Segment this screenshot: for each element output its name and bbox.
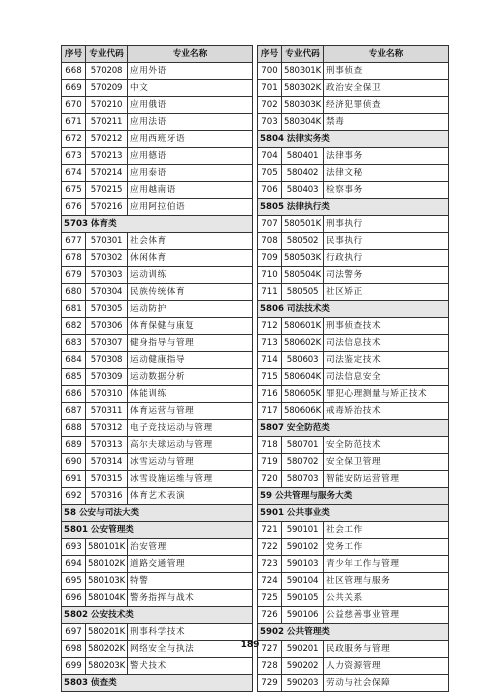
header-serial: 序号 [258,46,282,63]
table-row [258,369,449,386]
serial-number: 727 [258,641,282,658]
major-code: 580304K [282,114,324,131]
major-code: 580605K [282,386,324,403]
major-code: 580403 [282,182,324,199]
major-code: 590106 [282,607,324,624]
major-code: 570306 [86,318,128,335]
major-code: 580401 [282,148,324,165]
major-name: 民事执行 [324,233,449,250]
serial-number: 713 [258,335,282,352]
major-name: 体育保健与康复 [128,318,253,335]
major-name: 应用德语 [128,148,253,165]
major-name: 健身指导与管理 [128,335,253,352]
major-table-left [61,45,253,692]
major-code: 580606K [282,403,324,420]
category-row [258,199,449,216]
serial-number: 677 [62,233,86,250]
header-name: 专业名称 [128,46,253,63]
major-name: 运动数据分析 [128,369,253,386]
major-name: 运动防护 [128,301,253,318]
major-name: 社会体育 [128,233,253,250]
category-row [258,505,449,522]
serial-number: 692 [62,488,86,505]
table-row [62,488,253,505]
category-row [258,420,449,437]
major-code: 570311 [86,403,128,420]
major-name: 青少年工作与管理 [324,556,449,573]
serial-number: 711 [258,284,282,301]
table-row [258,454,449,471]
major-name: 运动健康指导 [128,352,253,369]
table-row [258,250,449,267]
serial-number: 680 [62,284,86,301]
major-name: 社区管理与服务 [324,573,449,590]
major-code: 580505 [282,284,324,301]
major-code: 570214 [86,165,128,182]
major-name: 司法警务 [324,267,449,284]
table-row [62,335,253,352]
serial-number: 726 [258,607,282,624]
major-code: 570314 [86,454,128,471]
major-code: 570315 [86,471,128,488]
table-row [62,369,253,386]
serial-number: 724 [258,573,282,590]
category-title: 5801 公安管理类 [62,522,253,539]
serial-number: 715 [258,369,282,386]
major-code: 580202K [86,641,128,658]
table-row [62,250,253,267]
table-row [62,454,253,471]
table-row [62,573,253,590]
serial-number: 687 [62,403,86,420]
header-code: 专业代码 [86,46,128,63]
major-name: 安全防范技术 [324,437,449,454]
table-row [62,658,253,675]
table-row [62,131,253,148]
major-code: 570307 [86,335,128,352]
category-row [62,607,253,624]
table-row [62,318,253,335]
serial-number: 716 [258,386,282,403]
major-code: 570302 [86,250,128,267]
serial-number: 700 [258,63,282,80]
serial-number: 720 [258,471,282,488]
major-code: 580502 [282,233,324,250]
category-row [258,301,449,318]
major-name: 应用外语 [128,63,253,80]
table-row [258,318,449,335]
table-row [62,590,253,607]
major-code: 580501K [282,216,324,233]
serial-number: 668 [62,63,86,80]
table-row [258,386,449,403]
major-code: 570215 [86,182,128,199]
table-row [258,267,449,284]
table-row [258,658,449,675]
major-name: 劳动与社会保障 [324,675,449,692]
major-code: 580604K [282,369,324,386]
major-name: 应用俄语 [128,97,253,114]
major-name: 高尔夫球运动与管理 [128,437,253,454]
major-code: 570304 [86,284,128,301]
major-name: 冰雪设施运维与管理 [128,471,253,488]
major-name: 党务工作 [324,539,449,556]
major-name: 刑事执行 [324,216,449,233]
serial-number: 696 [62,590,86,607]
major-code: 570213 [86,148,128,165]
major-name: 民族传统体育 [128,284,253,301]
major-name: 安全保卫管理 [324,454,449,471]
serial-number: 674 [62,165,86,182]
table-row [258,233,449,250]
major-name: 刑事侦查技术 [324,318,449,335]
major-code: 580503K [282,250,324,267]
table-row [258,522,449,539]
category-title: 5703 体育类 [62,216,253,233]
major-name: 司法信息技术 [324,335,449,352]
major-name: 法律文秘 [324,165,449,182]
category-title: 5806 司法技术类 [258,301,449,318]
table-row [62,556,253,573]
table-row [62,97,253,114]
serial-number: 695 [62,573,86,590]
serial-number: 685 [62,369,86,386]
major-name: 应用越南语 [128,182,253,199]
serial-number: 676 [62,199,86,216]
category-row [258,488,449,505]
serial-number: 705 [258,165,282,182]
major-name: 戒毒矫治技术 [324,403,449,420]
table-row [258,114,449,131]
table-row [62,539,253,556]
serial-number: 717 [258,403,282,420]
major-name: 应用泰语 [128,165,253,182]
serial-number: 689 [62,437,86,454]
major-name: 法律事务 [324,148,449,165]
major-code: 570210 [86,97,128,114]
table-row [62,437,253,454]
major-name: 警犬技术 [128,658,253,675]
major-name: 中文 [128,80,253,97]
table-row [62,624,253,641]
major-code: 580103K [86,573,128,590]
serial-number: 682 [62,318,86,335]
major-code: 570313 [86,437,128,454]
serial-number: 693 [62,539,86,556]
serial-number: 699 [62,658,86,675]
page-number: 189 [240,640,260,650]
major-code: 580703 [282,471,324,488]
header-code: 专业代码 [282,46,324,63]
major-code: 570211 [86,114,128,131]
serial-number: 669 [62,80,86,97]
serial-number: 714 [258,352,282,369]
serial-number: 718 [258,437,282,454]
serial-number: 721 [258,522,282,539]
major-name: 社区矫正 [324,284,449,301]
major-code: 590103 [282,556,324,573]
major-code: 580402 [282,165,324,182]
table-row [258,403,449,420]
serial-number: 670 [62,97,86,114]
major-name: 政治安全保卫 [324,80,449,97]
major-name: 应用法语 [128,114,253,131]
major-code: 580302K [282,80,324,97]
table-row [62,420,253,437]
table-header-row [258,46,449,63]
serial-number: 702 [258,97,282,114]
major-code: 580602K [282,335,324,352]
table-row [62,403,253,420]
serial-number: 686 [62,386,86,403]
serial-number: 710 [258,267,282,284]
table-row [258,148,449,165]
serial-number: 725 [258,590,282,607]
major-code: 580603 [282,352,324,369]
serial-number: 688 [62,420,86,437]
major-name: 司法鉴定技术 [324,352,449,369]
major-code: 590104 [282,573,324,590]
major-code: 570212 [86,131,128,148]
major-name: 网络安全与执法 [128,641,253,658]
serial-number: 683 [62,335,86,352]
category-row [258,131,449,148]
major-name: 人力资源管理 [324,658,449,675]
major-table-right [257,45,449,692]
serial-number: 671 [62,114,86,131]
serial-number: 681 [62,301,86,318]
table-row [258,675,449,692]
table-row [62,182,253,199]
serial-number: 703 [258,114,282,131]
category-row [62,675,253,692]
major-name: 休闲体育 [128,250,253,267]
major-code: 590201 [282,641,324,658]
major-code: 580601K [282,318,324,335]
header-serial: 序号 [62,46,86,63]
major-code: 570216 [86,199,128,216]
table-row [258,216,449,233]
serial-number: 697 [62,624,86,641]
table-row [258,471,449,488]
major-code: 570305 [86,301,128,318]
major-code: 580504K [282,267,324,284]
serial-number: 728 [258,658,282,675]
major-name: 应用西班牙语 [128,131,253,148]
serial-number: 709 [258,250,282,267]
major-name: 体育运营与管理 [128,403,253,420]
major-code: 580301K [282,63,324,80]
table-row [258,437,449,454]
table-row [62,148,253,165]
major-name: 公益慈善事业管理 [324,607,449,624]
table-row [258,63,449,80]
table-row [258,590,449,607]
major-name: 体育艺术表演 [128,488,253,505]
serial-number: 690 [62,454,86,471]
major-code: 570301 [86,233,128,250]
header-name: 专业名称 [324,46,449,63]
major-name: 刑事侦查 [324,63,449,80]
serial-number: 729 [258,675,282,692]
table-row [258,539,449,556]
major-name: 司法信息安全 [324,369,449,386]
major-code: 590101 [282,522,324,539]
category-title: 5804 法律实务类 [258,131,449,148]
serial-number: 684 [62,352,86,369]
major-code: 580104K [86,590,128,607]
major-code: 570312 [86,420,128,437]
major-name: 社会工作 [324,522,449,539]
serial-number: 691 [62,471,86,488]
major-code: 570308 [86,352,128,369]
table-row [62,284,253,301]
category-title: 5901 公共事业类 [258,505,449,522]
category-title: 5902 公共管理类 [258,624,449,641]
major-name: 道路交通管理 [128,556,253,573]
major-code: 590102 [282,539,324,556]
major-name: 罪犯心理测量与矫正技术 [324,386,449,403]
serial-number: 722 [258,539,282,556]
table-row [62,165,253,182]
serial-number: 673 [62,148,86,165]
category-row [62,216,253,233]
table-row [258,80,449,97]
serial-number: 672 [62,131,86,148]
category-title: 5802 公安技术类 [62,607,253,624]
table-row [62,63,253,80]
table-row [258,335,449,352]
major-code: 590203 [282,675,324,692]
major-name: 体能训练 [128,386,253,403]
table-row [62,80,253,97]
major-code: 570309 [86,369,128,386]
major-code: 570310 [86,386,128,403]
table-row [62,301,253,318]
category-row [62,505,253,522]
major-code: 580102K [86,556,128,573]
table-row [62,114,253,131]
table-row [62,199,253,216]
major-name: 警务指挥与战术 [128,590,253,607]
major-code: 580701 [282,437,324,454]
major-name: 电子竞技运动与管理 [128,420,253,437]
table-row [62,267,253,284]
table-row [258,182,449,199]
table-row [258,556,449,573]
table-row [258,97,449,114]
category-title: 5803 侦查类 [62,675,253,692]
major-name: 智能安防运营管理 [324,471,449,488]
major-name: 应用阿拉伯语 [128,199,253,216]
table-row [62,471,253,488]
table-header-row [62,46,253,63]
serial-number: 679 [62,267,86,284]
major-name: 禁毒 [324,114,449,131]
major-name: 冰雪运动与管理 [128,454,253,471]
major-code: 570316 [86,488,128,505]
major-code: 580702 [282,454,324,471]
major-code: 580201K [86,624,128,641]
major-name: 公共关系 [324,590,449,607]
serial-number: 708 [258,233,282,250]
major-name: 特警 [128,573,253,590]
table-row [62,352,253,369]
category-row [258,624,449,641]
category-row [62,522,253,539]
table-row [258,284,449,301]
serial-number: 723 [258,556,282,573]
major-name: 检察事务 [324,182,449,199]
major-code: 580101K [86,539,128,556]
serial-number: 706 [258,182,282,199]
table-row [62,233,253,250]
major-name: 刑事科学技术 [128,624,253,641]
serial-number: 698 [62,641,86,658]
major-code: 570209 [86,80,128,97]
category-title: 5805 法律执行类 [258,199,449,216]
major-name: 治安管理 [128,539,253,556]
major-code: 570303 [86,267,128,284]
major-name: 民政服务与管理 [324,641,449,658]
major-code: 570208 [86,63,128,80]
major-name: 运动训练 [128,267,253,284]
major-name: 行政执行 [324,250,449,267]
category-title: 5807 安全防范类 [258,420,449,437]
major-code: 580303K [282,97,324,114]
serial-number: 712 [258,318,282,335]
category-title: 58 公安与司法大类 [62,505,253,522]
major-code: 580203K [86,658,128,675]
serial-number: 707 [258,216,282,233]
category-title: 59 公共管理与服务大类 [258,488,449,505]
serial-number: 701 [258,80,282,97]
table-row [258,352,449,369]
major-name: 经济犯罪侦查 [324,97,449,114]
serial-number: 694 [62,556,86,573]
serial-number: 678 [62,250,86,267]
serial-number: 675 [62,182,86,199]
table-row [258,165,449,182]
major-code: 590202 [282,658,324,675]
table-row [62,386,253,403]
serial-number: 704 [258,148,282,165]
table-row [258,607,449,624]
table-row [258,573,449,590]
serial-number: 719 [258,454,282,471]
major-code: 590105 [282,590,324,607]
